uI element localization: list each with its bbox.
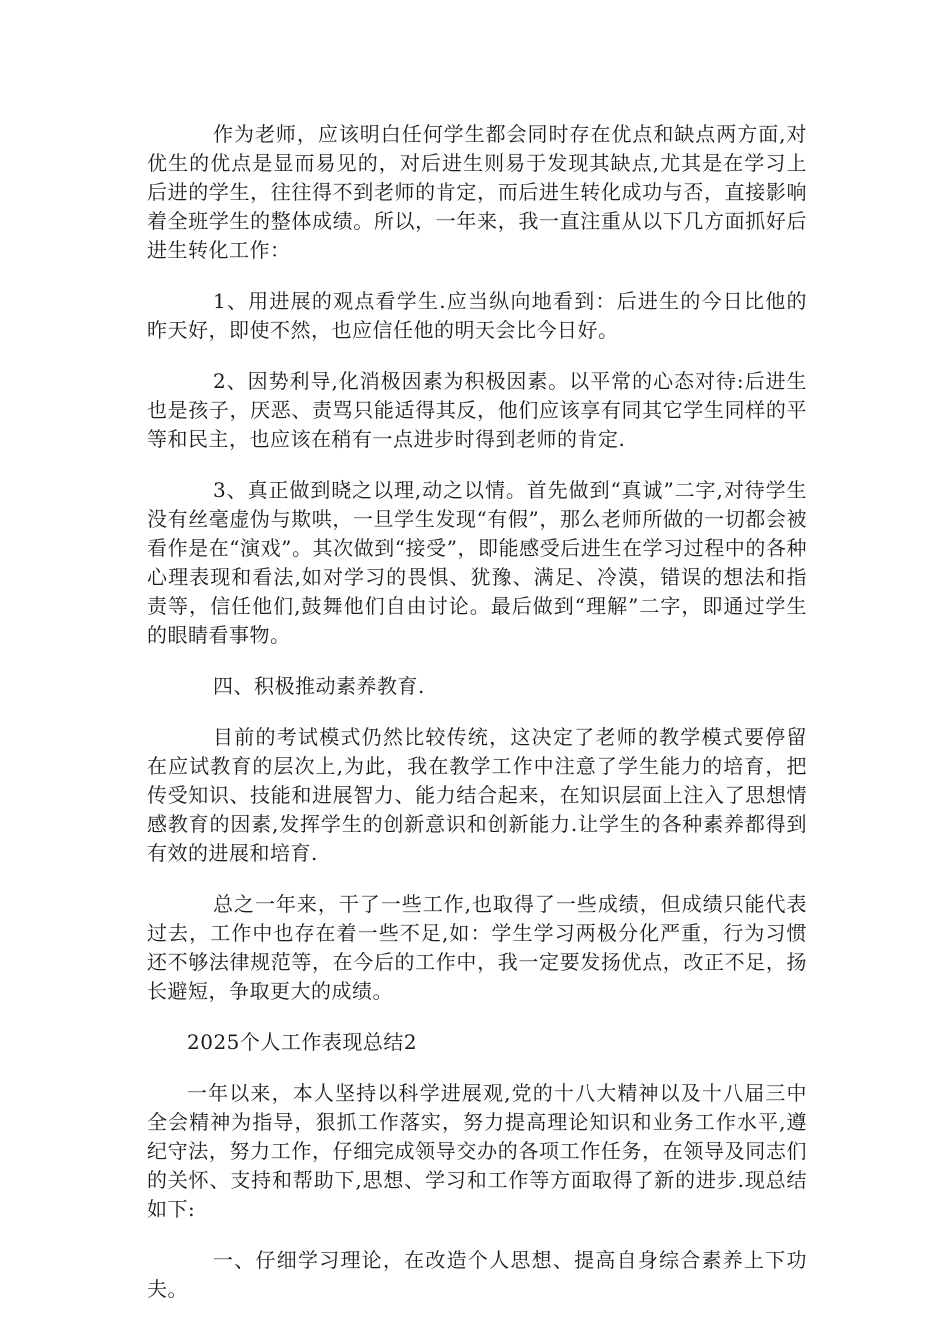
document-body (147, 120, 807, 1326)
paragraph-point-2: 2、因势利导,化消极因素为积极因素。以平常的心态对待:后进生也是孩子，厌恶、责骂只能适得其反，他们应该享有同其它学生同样的平等和民主，也应该在稍有一点进步时得到老师的肯定. (147, 369, 807, 451)
paragraph-study-theory: 一、仔细学习理论，在改造个人思想、提高自身综合素养上下功夫。 (147, 1248, 807, 1301)
document-subtitle: 2025个人工作表现总结2 (187, 1030, 418, 1054)
paragraph-quality-education: 目前的考试模式仍然比较传统，这决定了老师的教学模式要停留在应试教育的层次上,为此，我在教学工作中注意了学生能力的培育，把传受知识、技能和进展智力、能力结合起来，在知识层面上注入了思想情感教育的因素,发挥学生的创新意识和创新能力.让学生的各种素养都得到有效的进展和培育. (147, 725, 807, 865)
section-heading-4: 四、积极推动素养教育. (213, 674, 425, 698)
paragraph-conclusion: 总之一年来，干了一些工作,也取得了一些成绩，但成绩只能代表过去，工作中也存在着一些不足,如：学生学习两极分化严重，行为习惯还不够法律规范等，在今后的工作中，我一定要发扬优点，改正不足，扬长避短，争取更大的成绩。 (147, 892, 807, 1003)
paragraph-point-3: 3、真正做到晓之以理,动之以情。首先做到“真诚”二字,对待学生没有丝毫虚伪与欺哄，一旦学生发现“有假”，那么老师所做的一切都会被看作是在“演戏”。其次做到“接受”，即能感受后进生在学习过程中的各种心理表现和看法,如对学习的畏惧、犹豫、满足、冷漠，错误的想法和指责等，信任他们,鼓舞他们自由讨论。最后做到“理解”二字，即通过学生的眼睛看事物。 (147, 478, 807, 647)
paragraph-summary-intro: 一年以来，本人坚持以科学进展观,党的十八大精神以及十八届三中全会精神为指导，狠抓工作落实，努力提高理论知识和业务工作水平,遵纪守法，努力工作，仔细完成领导交办的各项工作任务，在领导及同志们的关怀、支持和帮助下,思想、学习和工作等方面取得了新的进步.现总结如下: (147, 1081, 807, 1221)
paragraph-point-1: 1、用进展的观点看学生.应当纵向地看到：后进生的今日比他的昨天好，即使不然，也应信任他的明天会比今日好。 (147, 289, 807, 342)
paragraph-intro: 作为老师，应该明白任何学生都会同时存在优点和缺点两方面,对优生的优点是显而易见的，对后进生则易于发现其缺点,尤其是在学习上后进的学生，往往得不到老师的肯定，而后进生转化成功与否，直接影响着全班学生的整体成绩。所以，一年来，我一直注重从以下几方面抓好后进生转化工作： (147, 122, 807, 262)
